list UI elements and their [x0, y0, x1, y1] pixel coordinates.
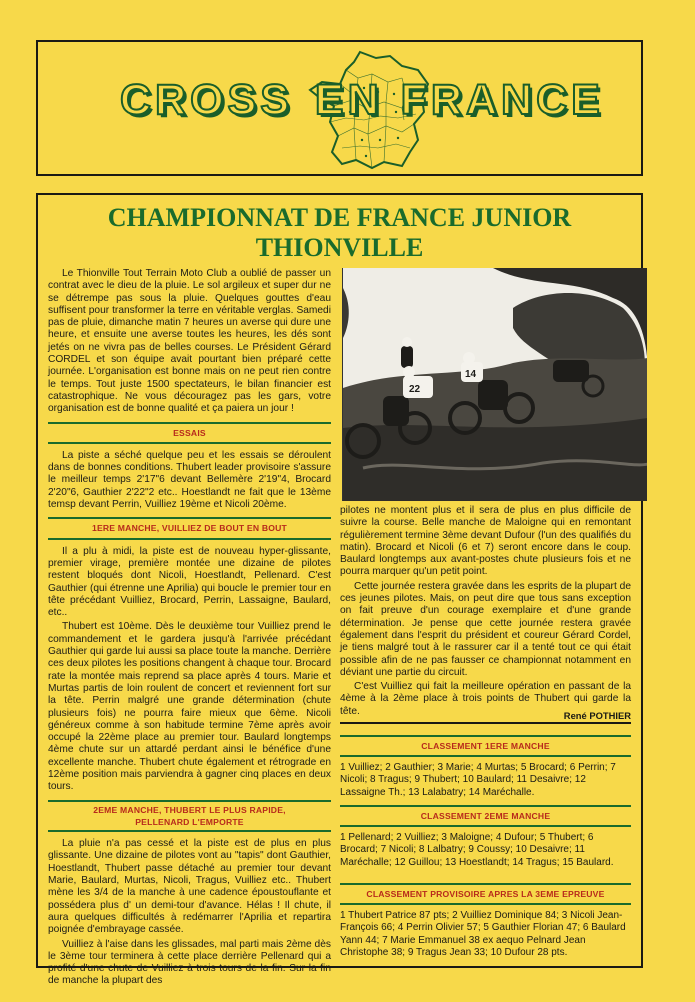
masthead	[36, 40, 643, 176]
author-signature	[340, 710, 631, 724]
results-text-2: 1 Pellenard; 2 Vuilliez; 3 Maloigne; 4 Dufour; 5 Thubert; 6 Brocard; 7 Nicoli; 8 Lalbatry; 9 Coussy; 10 Desaivre; 11 Maréchalle; 12 Guillou; 13 Hoestlandt; 14 Tragus; 15 Baulard.	[340, 832, 614, 868]
results-head-3: CLASSEMENT PROVISOIRE APRES LA 3EME EPREUVE	[340, 883, 631, 905]
manche1-paragraph-1: Il a plu à midi, la piste est de nouveau hyper-glissante, premier virage, première montée une dizaine de pilotes restent bloqués dont Nicoli, Hoestlandt, Pellenard. C'est Gauthier (qui étrenne une Aprilia) qui boucle le premier tour en tête précédant Vuilliez, Brocard, Perrin, Lassaigne, Baulard, etc..	[48, 545, 331, 619]
essais-paragraph: La piste a séché quelque peu et les essais se déroulent dans de bonnes conditions. Thubert leader provisoire s'assure le meilleur temps 2'17"6 devant Bellemère 2'19"4, Brocard 2'20"6, Gauthier 2'22"2 etc.. Hoestlandt ne fait que le 13ème temsp devant Perrin, Vuilliez 19ème et Nicoli 20ème.	[48, 449, 331, 511]
motocross-photo	[342, 268, 647, 501]
masthead-title	[120, 76, 604, 136]
col2-paragraph-2: Cette journée restera gravée dans les esprits de la plupart de ces jeunes pilotes. Mais, on peut dire que tous sans exception on fait preuve d'un courage exemplaire et d'une grande détermination. Je pense que cette journée restera gravée également dans l'esprit du président et coureur Gérard Cordel, je tiens malgré tout à le rassurer car il a tenté tout ce qui était possible afin de ne pas fausser ce championnat notamment en déviant une partie du circuit.	[340, 580, 631, 678]
manche2-paragraph-1: La pluie n'a pas cessé et la piste est de plus en plus glissante. Une dizaine de pilotes vont au "tapis" dont Gauthier, Hoestlandt, Thubert passe détaché au premier tour devant Marie, Baulard, Murtas, Nicoli, Tragus, Vuilliez etc.. Thubert mène les 3/4 de la manche à une cadence époustouflante et possédera plus d' un demi-tour d'avance. Hélas ! Il chute, il aura quelques difficultés à redémarrer l'Aprilia et repartira poignée d'embrayage cassée.	[48, 838, 331, 936]
manche2-paragraph-2: Vuilliez à l'aise dans les glissades, mal parti mais 2ème dès le 3ème tour terminera à cette place derrière Pellenard qui a profité d'une chute de Vuilliez à trois tours de la fin. Sur la fin de manche la plupart des	[48, 938, 331, 987]
manche1-paragraph-2: Thubert est 10ème. Dès le deuxième tour Vuilliez prend le commandement et le gardera jusqu'à l'arrivée précédant Gauthier qui garde lui aussi sa place toute la manche. Derrière ces deux pilotes les positions changent à chaque tour. Brocard rate la montée mais reprend sa place après 4 tours. Marie et Murtas partis de loin roulent de concert et reviennent fort sur la tête. Perrin malgré une grande détermination (chute plusieurs fois) ne pourra faire mieux que 6ème. Nicoli généreux comme à son habitude termine 7ème après avoir occupé la 22ème place au premier tour. Baulard longtemps 4ème chute sur un attardé perdant ainsi le bénéfice d'une excellente manche. Thubert chute également et rétrograde en 12ème position mais parviendra à gagner cinq places en deux tours.	[48, 621, 331, 793]
results-provisoire	[340, 883, 631, 962]
article-box	[36, 193, 643, 987]
headline-line-2: THIONVILLE	[255, 233, 424, 262]
results-head-1: CLASSEMENT 1ERE MANCHE	[340, 735, 631, 757]
results-head-2: CLASSEMENT 2EME MANCHE	[340, 805, 631, 827]
masthead-word-en: EN	[314, 76, 383, 124]
article-headline	[38, 203, 641, 263]
author-name: René POTHIER	[561, 710, 631, 721]
section-head-manche-2: 2EME MANCHE, THUBERT LE PLUS RAPIDE, PELLENARD L'EMPORTE	[48, 800, 331, 833]
col2-paragraph-3: C'est Vuilliez qui fait la meilleure opération en passant de la 4ème à la 2ème place à trois points de Thubert qui garde la tête.	[340, 681, 631, 717]
svg-text:14: 14	[465, 369, 477, 380]
results-text-3: 1 Thubert Patrice 87 pts; 2 Vuilliez Dominique 84; 3 Nicoli Jean-François 66; 4 Perrin Olivier 57; 5 Gauthier Florian 47; 6 Baulard Yann 44; 7 Marie Emmanuel 38 ex aequo Pelnard Jean Christophe 38; 9 Tragus Jean 33; 10 Dufour 28 pts.	[340, 910, 626, 958]
masthead-word-france: FRANCE	[400, 76, 604, 124]
section-head-essais: ESSAIS	[48, 422, 331, 444]
intro-paragraph: Le Thionville Tout Terrain Moto Club a oublié de passer un contrat avec le dieu de la pluie. Le sol argileux et super dur ne se détrempe pas sous la pluie. Quelques gouttes d'eau suffisent pour transformer la terre en véritable verglas. Samedi pas de pluie, dimanche matin 7 heures un averse qui dure une heure, et ensuite une averse toutes les heures, les dés sont jetés on ne vivra pas de belles courses. Le Président Gérard CORDEL et son équipe avait pourtant bien préparé cette journée. L'organisation est bonne mais on ne peut rien contre le temps. Tout juste 1500 spectateurs, le bilan financier est catastrophique. Ne vous découragez pas les gars, votre organisation est de bonne qualité et ça paiera un jour !	[48, 268, 331, 415]
right-column	[340, 505, 631, 720]
section-head-manche-1: 1ERE MANCHE, VUILLIEZ DE BOUT EN BOUT	[48, 517, 331, 539]
left-column	[48, 268, 331, 990]
svg-text:22: 22	[409, 384, 421, 395]
motocross-riders-image	[343, 268, 647, 501]
results-manche-1	[340, 735, 631, 802]
results-manche-2	[340, 805, 631, 872]
col2-paragraph-1: pilotes ne montent plus et il sera de plus en plus difficile de suivre la course. Belle manche de Maloigne qui en remontant régulièrement termine 3ème devant Dufour (l'un des qualifiés du matin). Brocard et Nicoli (6 et 7) seront encore dans le coup. Baulard longtemps aux avant-postes chute plusieurs fois et ne pourra marquer qu'un petit point.	[340, 505, 631, 578]
results-text-1: 1 Vuilliez; 2 Gauthier; 3 Marie; 4 Murtas; 5 Brocard; 6 Perrin; 7 Nicoli; 8 Tragus; 9 Thubert; 10 Baulard; 11 Desaivre; 12 Lassaigne Th.; 13 Lalabatry; 14 Maréchalle.	[340, 762, 616, 798]
headline-line-1: CHAMPIONNAT DE FRANCE JUNIOR	[107, 203, 572, 232]
masthead-word-cross: CROSS	[120, 76, 293, 124]
